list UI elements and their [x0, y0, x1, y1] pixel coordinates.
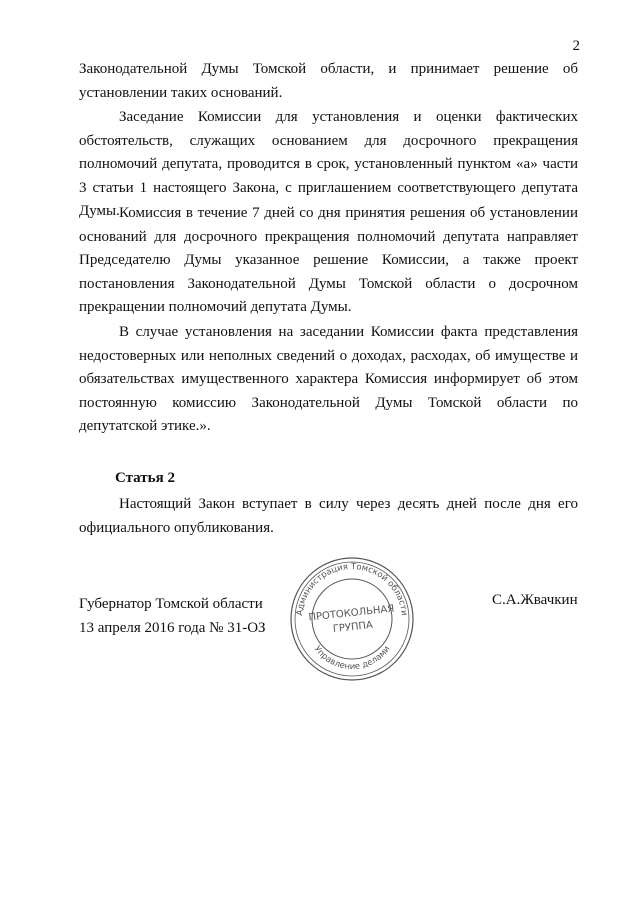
- governor-title: Губернатор Томской области: [79, 596, 263, 612]
- paragraph-commission-meeting: Заседание Комиссии для установления и оценки фактических обстоятельств, служащих основанием для досрочного прекращения полномочий депутата, проводится в срок, установленный пунктом «а» части 3 статьи 1 настоящего Закона, с приглашением соответствующего депутата Думы.: [79, 109, 578, 219]
- stamp-inner-line-1: ПРОТОКОЛЬНАЯ: [308, 603, 395, 624]
- law-date-number: 13 апреля 2016 года № 31-ОЗ: [79, 620, 266, 636]
- page-number: 2: [572, 38, 580, 54]
- paragraph-commission-decision: Комиссия в течение 7 дней со дня принятия решения об установлении оснований для досрочного прекращения полномочий депутата направляет Председателю Думы указанное решение Комиссии, а также проект постановления Законодательной Думы Томской области о досрочном прекращении полномочий депутата Думы.: [79, 205, 578, 315]
- article-heading: Статья 2: [115, 470, 175, 486]
- stamp-inner-line-2: ГРУППА: [332, 619, 374, 636]
- signature-block: [79, 592, 266, 640]
- stamp-bottom-text: Управление делами: [311, 644, 393, 673]
- paragraph-continuation: Законодательной Думы Томской области, и принимает решение об установлении таких оснований.: [79, 61, 578, 101]
- stamp-top-text: Администрация Томской области: [295, 561, 409, 617]
- official-stamp: [287, 554, 417, 684]
- governor-name: С.А.Жвачкин: [492, 592, 578, 608]
- paragraph-unreliable-info: В случае установления на заседании Комиссии факта представления недостоверных или неполных сведений о доходах, расходах, об имуществе и обязательствах имущественного характера Комиссия информирует об этом постоянную комиссию Законодательной Думы Томской области по депутатской этике.».: [79, 324, 578, 434]
- article-text: Настоящий Закон вступает в силу через десять дней после дня его официального опубликования.: [79, 496, 578, 536]
